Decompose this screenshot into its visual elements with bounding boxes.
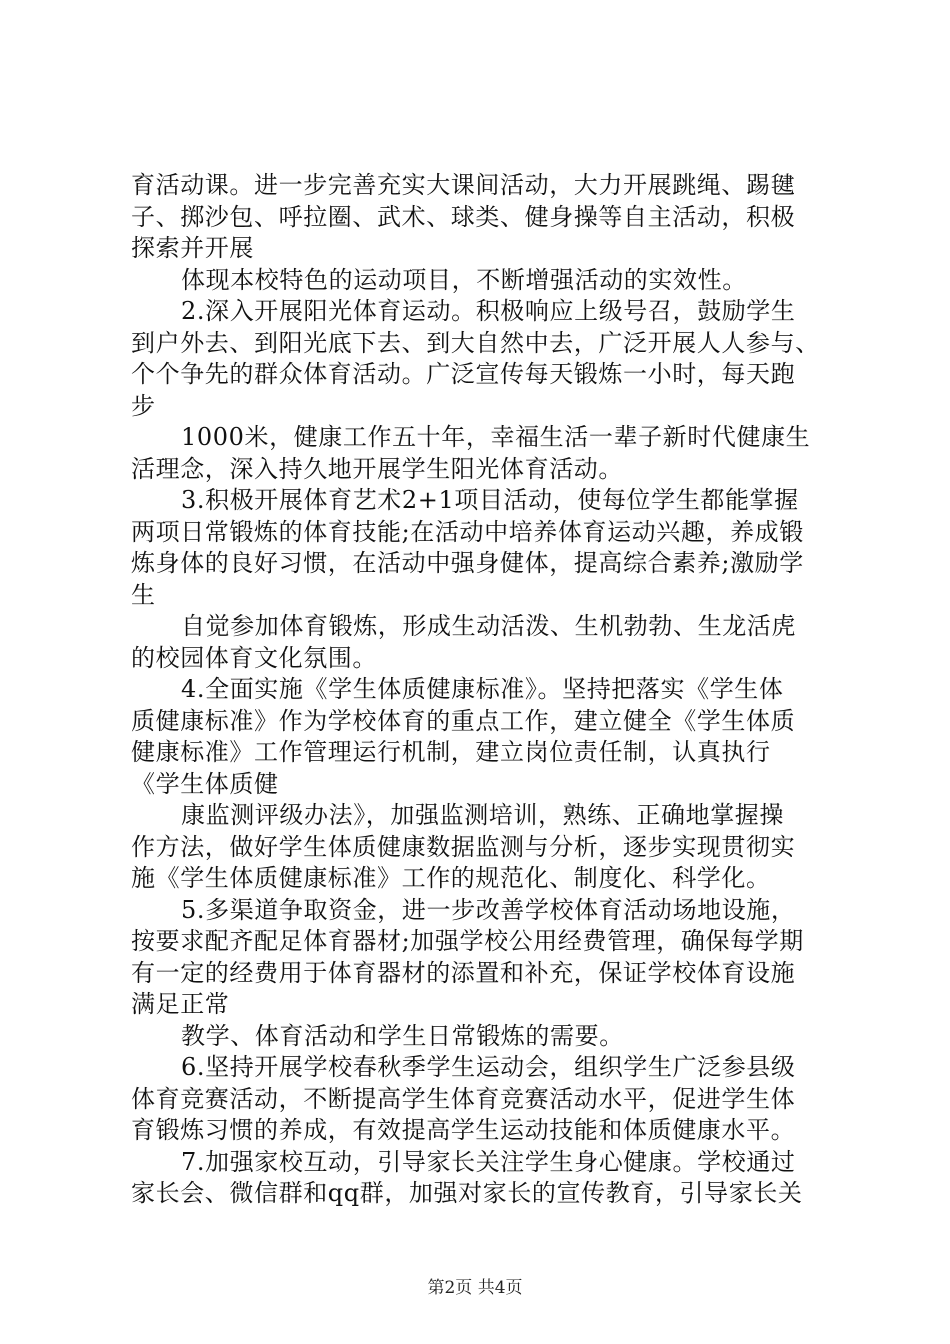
text-line: 家长会、微信群和qq群，加强对家长的宣传教育，引导家长关 — [131, 1179, 803, 1207]
text-line: 4.全面实施《学生体质健康标准》。坚持把落实《学生体 — [181, 675, 784, 703]
text-line: 步 — [131, 391, 156, 420]
text-line: 育活动课。进一步完善充实大课间活动，大力开展跳绳、踢毽 — [131, 171, 796, 199]
text-line: 两项日常锻炼的体育技能;在活动中培养体育运动兴趣，养成锻 — [131, 517, 804, 546]
page-number-footer: 第2页 共4页 — [427, 1278, 523, 1298]
text-line: 探索并开展 — [131, 234, 254, 262]
document-body — [131, 170, 831, 1210]
text-line: 2.深入开展阳光体育运动。积极响应上级号召，鼓励学生 — [181, 297, 796, 325]
text-line: 《学生体质健 — [131, 769, 279, 798]
text-line: 育锻炼习惯的养成，有效提高学生运动技能和体质健康水平。 — [131, 1116, 796, 1144]
text-line: 生 — [131, 580, 156, 609]
text-line: 的校园体育文化氛围。 — [131, 643, 377, 672]
text-line: 康监测评级办法》，加强监测培训，熟练、正确地掌握操 — [181, 801, 784, 829]
text-line: 健康标准》工作管理运行机制，建立岗位责任制，认真执行 — [131, 738, 771, 766]
text-line: 自觉参加体育锻炼，形成生动活泼、生机勃勃、生龙活虎 — [181, 612, 796, 640]
text-line: 6.坚持开展学校春秋季学生运动会，组织学生广泛参县级 — [181, 1053, 796, 1081]
text-line: 活理念，深入持久地开展学生阳光体育活动。 — [131, 454, 623, 483]
text-line: 有一定的经费用于体育器材的添置和补充，保证学校体育设施 — [131, 958, 796, 987]
text-line: 体现本校特色的运动项目，不断增强活动的实效性。 — [181, 265, 747, 294]
text-line: 按要求配齐配足体育器材;加强学校公用经费管理，确保每学期 — [131, 927, 804, 955]
text-line: 1000米，健康工作五十年，幸福生活一辈子新时代健康生 — [181, 423, 811, 451]
text-line: 子、掷沙包、呼拉圈、武术、球类、健身操等自主活动，积极 — [131, 202, 796, 231]
text-line: 个个争先的群众体育活动。广泛宣传每天锻炼一小时，每天跑 — [131, 360, 796, 388]
text-line: 体育竞赛活动，不断提高学生体育竞赛活动水平，促进学生体 — [131, 1084, 796, 1113]
text-line: 7.加强家校互动，引导家长关注学生身心健康。学校通过 — [181, 1147, 796, 1176]
text-line: 质健康标准》作为学校体育的重点工作，建立健全《学生体质 — [131, 706, 796, 735]
text-line: 作方法，做好学生体质健康数据监测与分析，逐步实现贯彻实 — [131, 832, 796, 861]
text-line: 5.多渠道争取资金，进一步改善学校体育活动场地设施， — [181, 895, 796, 924]
text-line: 炼身体的良好习惯，在活动中强身健体，提高综合素养;激励学 — [131, 549, 804, 577]
text-line: 教学、体育活动和学生日常锻炼的需要。 — [181, 1021, 624, 1050]
text-line: 3.积极开展体育艺术2+1项目活动，使每位学生都能掌握 — [181, 486, 799, 514]
text-line: 施《学生体质健康标准》工作的规范化、制度化、科学化。 — [131, 864, 771, 892]
text-line: 到户外去、到阳光底下去、到大自然中去，广泛开展人人参与、 — [131, 328, 820, 357]
text-line: 满足正常 — [131, 990, 230, 1018]
